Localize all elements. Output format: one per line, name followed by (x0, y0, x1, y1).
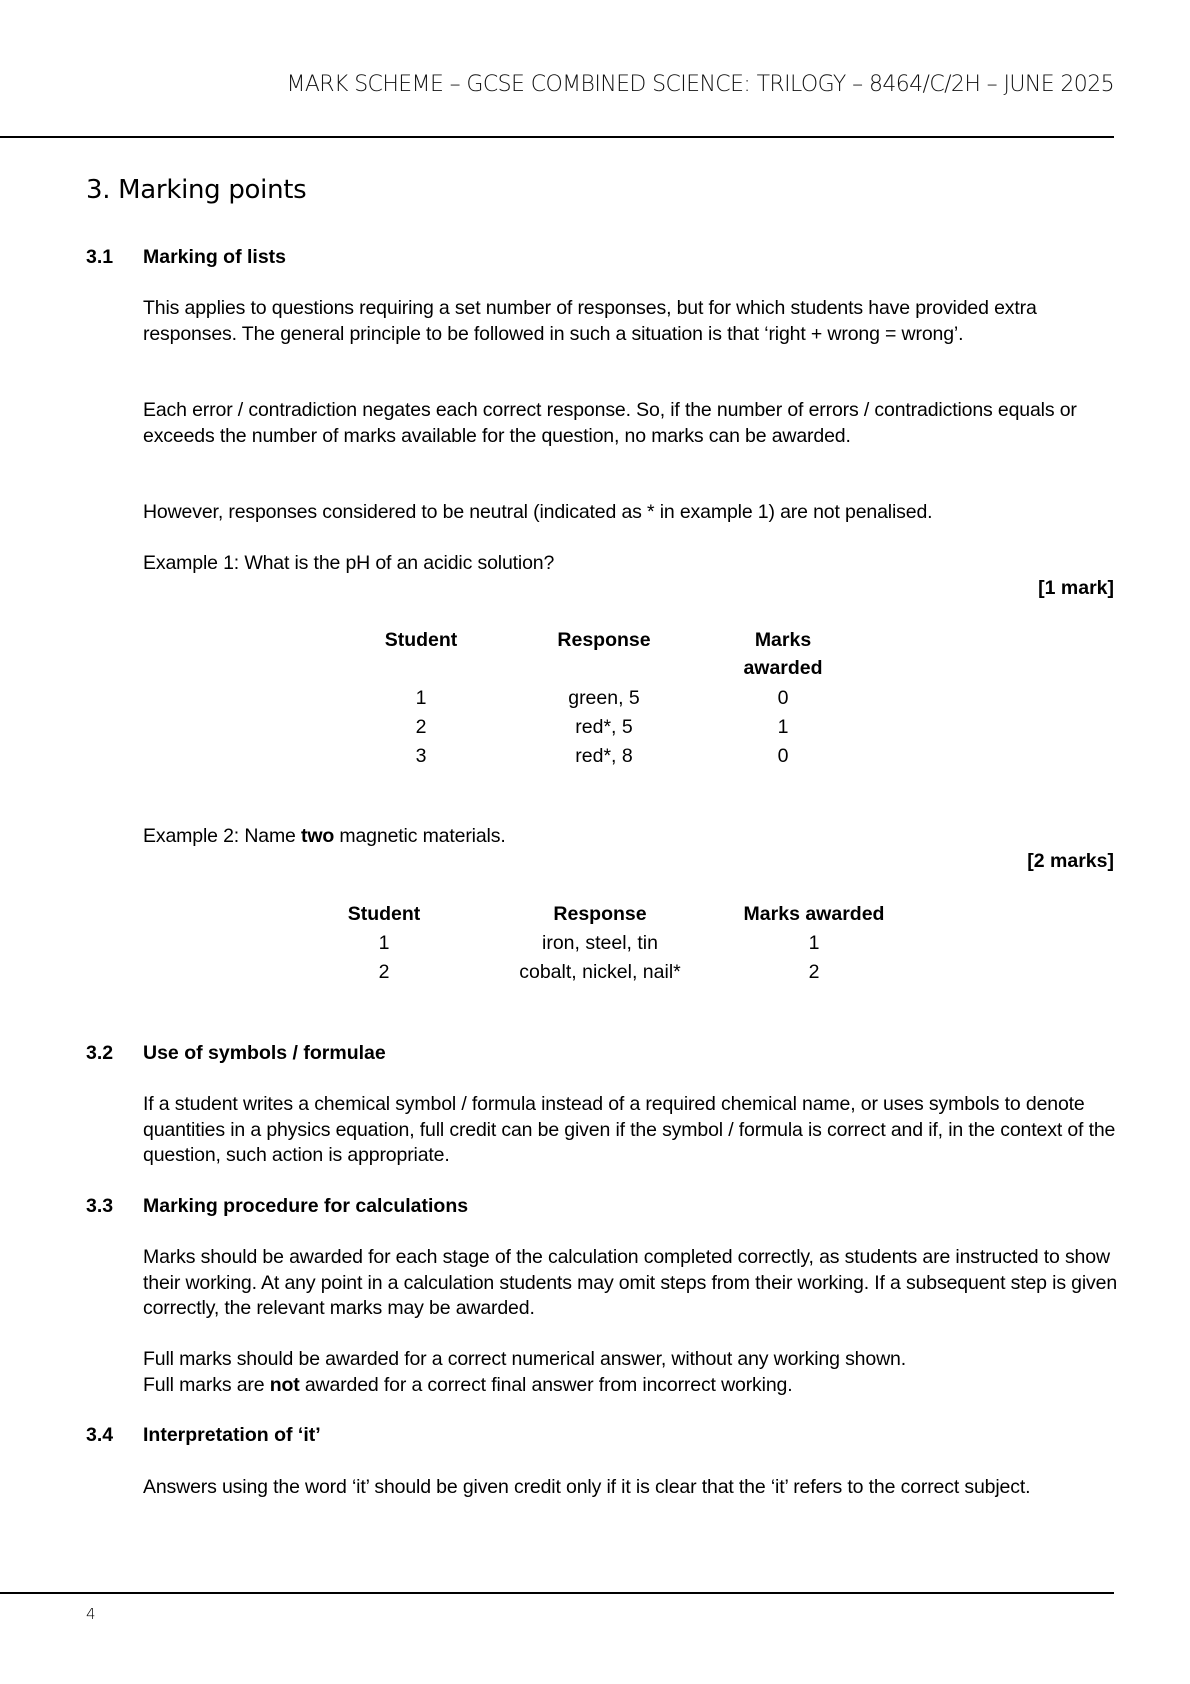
table-header-marks-awarded: Marks awarded (743, 903, 885, 925)
table-header-student: Student (347, 903, 421, 925)
footer-rule (0, 1592, 1114, 1594)
section-title: Interpretation of ‘it’ (143, 1424, 321, 1446)
table-cell-marks: 1 (777, 716, 789, 738)
table-cell-student: 1 (415, 687, 427, 709)
table-cell-response: iron, steel, tin (542, 932, 658, 954)
paragraph: If a student writes a chemical symbol / formula instead of a required chemical name, or uses symbols to denote quantities in a physics equation, full credit can be given if the symbol / formula is correct and if, in the context of the question, such action is appropriate. (143, 1093, 1116, 1166)
table-cell-student: 2 (378, 961, 390, 983)
section-number: 3.1 (86, 246, 114, 268)
table-cell-response: red*, 8 (575, 745, 633, 767)
section-title: Marking of lists (143, 246, 287, 268)
table-header-response: Response (557, 629, 651, 651)
table-cell-response: green, 5 (568, 687, 640, 709)
table-cell-student: 2 (415, 716, 427, 738)
example-1-prompt: Example 1: What is the pH of an acidic solution? (143, 552, 555, 574)
page-number: 4 (86, 1605, 96, 1623)
paragraph-full-marks (143, 1347, 1118, 1398)
running-header: MARK SCHEME – GCSE COMBINED SCIENCE: TRILOGY – 8464/C/2H – JUNE 2025 (286, 72, 1114, 97)
page-heading: 3. Marking points (86, 175, 307, 205)
example-1-marks: [1 mark] (1038, 577, 1114, 599)
table-cell-marks: 1 (808, 932, 820, 954)
table-header-student: Student (384, 629, 458, 651)
table-cell-marks: 0 (777, 745, 789, 767)
example-2-marks: [2 marks] (1027, 850, 1114, 872)
paragraph: Marks should be awarded for each stage of the calculation completed correctly, as students are instructed to show their working. At any point in a calculation students may omit steps from their working. If a subsequent step is given correctly, the relevant marks may be awarded. (143, 1246, 1118, 1319)
header-rule (0, 136, 1114, 138)
section-number: 3.2 (86, 1042, 114, 1064)
table-cell-student: 1 (378, 932, 390, 954)
paragraph: However, responses considered to be neutral (indicated as * in example 1) are not penalised. (143, 501, 933, 523)
table-header-response: Response (553, 903, 647, 925)
full-marks-line-1: Full marks should be awarded for a correct numerical answer, without any working shown. (143, 1348, 906, 1370)
table-cell-marks: 0 (777, 687, 789, 709)
table-header-awarded: awarded (743, 657, 823, 679)
example-2-prompt: Example 2: Name two magnetic materials. (143, 825, 506, 847)
paragraph: Answers using the word ‘it’ should be given credit only if it is clear that the ‘it’ refers to the correct subject. (143, 1476, 1031, 1498)
section-title: Marking procedure for calculations (143, 1195, 469, 1217)
paragraph: Each error / contradiction negates each correct response. So, if the number of errors / contradictions equals or exceeds the number of marks available for the question, no marks can be awarded. (143, 399, 1077, 447)
table-cell-response: cobalt, nickel, nail* (519, 961, 681, 983)
table-cell-student: 3 (415, 745, 427, 767)
table-cell-response: red*, 5 (575, 716, 633, 738)
full-marks-line-2: Full marks are not awarded for a correct final answer from incorrect working. (143, 1373, 793, 1396)
section-number: 3.3 (86, 1195, 114, 1217)
table-cell-marks: 2 (808, 961, 820, 983)
table-header-marks: Marks (754, 629, 812, 651)
paragraph: This applies to questions requiring a set number of responses, but for which students have provided extra responses. The general principle to be followed in such a situation is that ‘right + wrong = wrong’. (143, 297, 1037, 345)
section-title: Use of symbols / formulae (143, 1042, 386, 1064)
section-number: 3.4 (86, 1424, 114, 1446)
